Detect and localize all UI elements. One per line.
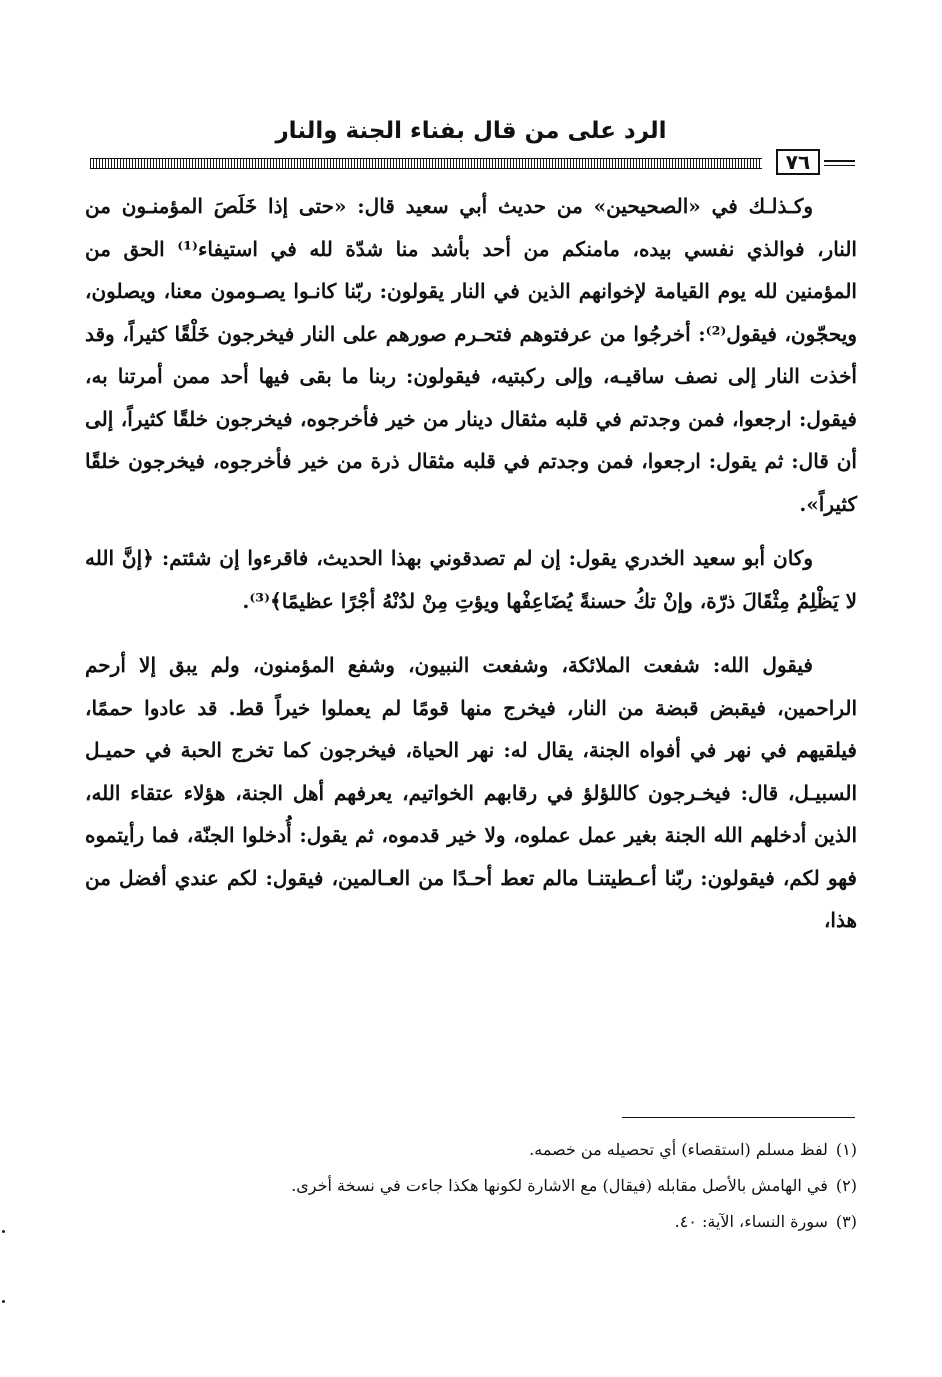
- footnote-item: [90, 1132, 857, 1168]
- footnotes: [90, 1132, 857, 1240]
- footnote-number: (٢): [835, 1176, 857, 1195]
- footnote-item: [90, 1168, 857, 1204]
- footnote-number: (٣): [835, 1212, 857, 1231]
- footnote-separator: [622, 1117, 855, 1118]
- paragraph-hadith: وكـذلـك في «الصحيحين» من حديث أبي سعيد قال: «حتى إذا خَلَصَ المؤمنـون من النار، فوالذي نفسي بيده، مامنكم من أحد بأشد منا شدّة لله في استيفاء⁽¹⁾ الحق من المؤمنين لله يوم القيامة لإخوانهم الذين في النار يقولون: ربّنا كانـوا يصـومون معنا، ويصلون، ويحجّون، فيقول⁽²⁾: أخرجُوا من عرفتوهم فتحـرم صورهم على النار فيخرجون خَلْقًا كثيراً، وقد أخذت النار إلى نصف ساقيـه، وإلى ركبتيه، فيقولون: ربنا ما بقى فيها أحد ممن أمرتنا به، فيقول: ارجعوا، فمن وجدتم في قلبه مثقال دينار من خير فأخرجوه، فيخرجون خلقًا كثيراً، إلى أن قال: ثم يقول: ارجعوا، فمن وجدتم في قلبه مثقال ذرة من خير فأخرجوه، فيخرجون خلقًا كثيراً».: [85, 194, 857, 516]
- footnote-text: في الهامش بالأصل مقابله (فيقال) مع الاشارة لكونها هكذا جاءت في نسخة أخرى.: [291, 1176, 828, 1195]
- footnote-item: [90, 1204, 857, 1240]
- scan-speck: [2, 1300, 5, 1303]
- header-rule-line: [824, 165, 855, 166]
- footnote-text: لفظ مسلم (استقصاء) أي تحصيله من خصمه.: [529, 1140, 828, 1159]
- header-hatch-ornament: [90, 158, 762, 169]
- page-number: ٧٦: [776, 149, 820, 175]
- footnote-text: سورة النساء، الآية: ٤٠.: [674, 1212, 828, 1231]
- running-title: الرد على من قال بفناء الجنة والنار: [275, 118, 667, 144]
- footnote-number: (١): [835, 1140, 857, 1159]
- paragraph-intercession: فيقول الله: شفعت الملائكة، وشفعت النبيون، وشفع المؤمنون، ولم يبق إلا أرحم الراحمين، فيقبض قبضة من النار، فيخرج منها قومًا لم يعملوا خيراً قط. قد عادوا حممًا، فيلقيهم في نهر في أفواه الجنة، يقال له: نهر الحياة، فيخرجون كما تخرج الحبة في حميـل السبيـل، قال: فيخـرجون كاللؤلؤ في رقابهم الخواتيم، يعرفهم أهل الجنة، هؤلاء عتقاء الله، الذين أدخلهم الله الجنة بغير عمل عملوه، ولا خير قدموه، ثم يقول: أُدخلوا الجنّة، فما رأيتموه فهو لكم، فيقولون: ربّنا أعـطيتنـا مالم تعط أحـدًا من العـالمين، فيقول: لكم عندي أفضل من هذا،: [85, 653, 857, 932]
- scan-speck: [2, 1230, 5, 1233]
- paragraph-abu-said: وكان أبو سعيد الخدري يقول: إن لم تصدقوني بهذا الحديث، فاقرءوا إن شئتم: ﴿إنَّ الله لا يَظْلِمُ مِثْقَالَ ذرّة، وإنْ تكُ حسنةً يُضَاعِفْها ويؤتِ مِنْ لدُنْهُ أجْرًا عظيمًا﴾⁽³⁾.: [85, 546, 857, 613]
- main-text: [85, 185, 857, 942]
- header-rule: [90, 151, 855, 175]
- header-rule-line: [824, 160, 855, 162]
